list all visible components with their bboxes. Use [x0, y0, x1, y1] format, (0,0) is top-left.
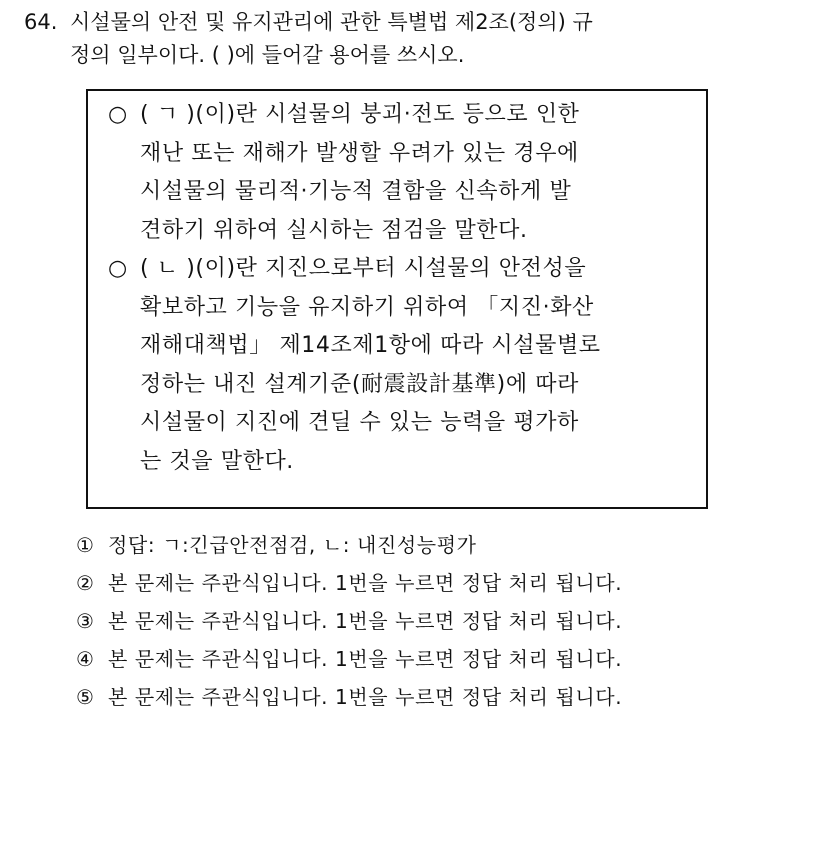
choice-3[interactable] — [76, 606, 756, 636]
definition-a-line-1: ( ㄱ )(이)란 시설물의 붕괴·전도 등으로 인한 — [140, 102, 580, 127]
choice-3-marker: ③ — [76, 609, 95, 633]
definition-a-line-3: 시설물의 물리적·기능적 결함을 신속하게 발 — [140, 179, 572, 204]
answer-choices — [76, 530, 756, 720]
question-text-line-1: 시설물의 안전 및 유지관리에 관한 특별법 제2조(정의) 규 — [70, 10, 593, 34]
definition-item-a — [108, 96, 694, 250]
choice-1-marker: ① — [76, 533, 95, 557]
choice-5[interactable] — [76, 682, 756, 712]
choice-4[interactable] — [76, 644, 756, 674]
choice-2-text: 본 문제는 주관식입니다. 1번을 누르면 정답 처리 됩니다. — [108, 571, 623, 595]
question-text-line-2: 정의 일부이다. ( )에 들어갈 용어를 쓰시오. — [70, 43, 465, 67]
definition-b-line-6: 는 것을 말한다. — [140, 448, 294, 474]
choice-2[interactable] — [76, 568, 756, 598]
choice-1-text: 정답: ㄱ:긴급안전점검, ㄴ: 내진성능평가 — [108, 533, 477, 557]
choice-2-marker: ② — [76, 571, 95, 595]
definition-b-line-2: 확보하고 기능을 유지하기 위하여 「지진·화산 — [140, 294, 594, 320]
question-title — [24, 6, 794, 72]
choice-5-text: 본 문제는 주관식입니다. 1번을 누르면 정답 처리 됩니다. — [108, 685, 623, 709]
choice-4-marker: ④ — [76, 647, 95, 671]
definition-box — [86, 89, 708, 509]
choice-1[interactable] — [76, 530, 756, 560]
definition-b-line-1: ( ㄴ )(이)란 지진으로부터 시설물의 안전성을 — [140, 256, 587, 281]
choice-4-text: 본 문제는 주관식입니다. 1번을 누르면 정답 처리 됩니다. — [108, 647, 623, 671]
definition-a-line-2: 재난 또는 재해가 발생할 우려가 있는 경우에 — [140, 140, 579, 166]
choice-3-text: 본 문제는 주관식입니다. 1번을 누르면 정답 처리 됩니다. — [108, 609, 623, 633]
definition-a-line-4: 견하기 위하여 실시하는 점검을 말한다. — [140, 217, 528, 243]
definition-b-line-5: 시설물이 지진에 견딜 수 있는 능력을 평가하 — [140, 410, 579, 435]
circle-bullet-icon: ○ — [108, 256, 128, 281]
definition-item-b — [108, 250, 694, 481]
definition-b-line-4: 정하는 내진 설계기준(耐震設計基準)에 따라 — [140, 371, 579, 397]
circle-bullet-icon: ○ — [108, 102, 128, 127]
question-number: 64. — [24, 10, 58, 34]
definition-b-line-3: 재해대책법」 제14조제1항에 따라 시설물별로 — [140, 333, 601, 358]
choice-5-marker: ⑤ — [76, 685, 95, 709]
